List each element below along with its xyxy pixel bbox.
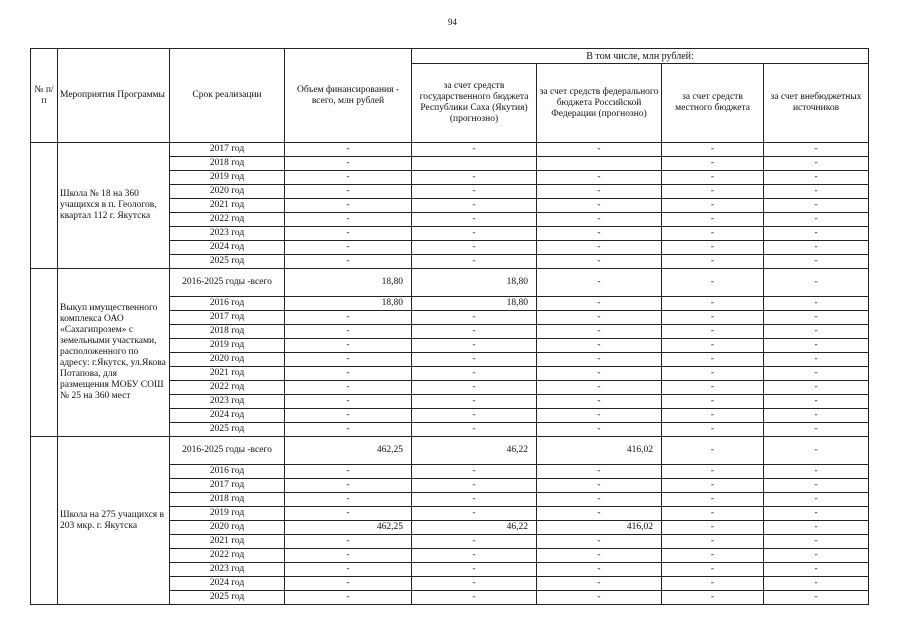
- table-row: [31, 269, 869, 297]
- value-fed: -: [537, 227, 662, 241]
- value-extra: -: [764, 591, 869, 605]
- value-total: 462,25: [285, 437, 412, 465]
- value-fed: -: [537, 311, 662, 325]
- value-rs: -: [412, 549, 537, 563]
- value-extra: -: [764, 549, 869, 563]
- value-total: -: [285, 171, 412, 185]
- value-extra: -: [764, 465, 869, 479]
- row-number-cell: [31, 143, 58, 269]
- value-fed: -: [537, 339, 662, 353]
- value-fed: -: [537, 563, 662, 577]
- value-local: -: [662, 297, 764, 311]
- value-local: -: [662, 213, 764, 227]
- value-fed: -: [537, 297, 662, 311]
- value-extra: -: [764, 255, 869, 269]
- value-fed: -: [537, 381, 662, 395]
- value-local: -: [662, 241, 764, 255]
- value-rs: -: [412, 563, 537, 577]
- value-local: -: [662, 325, 764, 339]
- value-rs: -: [412, 213, 537, 227]
- value-local: -: [662, 395, 764, 409]
- value-extra: -: [764, 213, 869, 227]
- value-total: -: [285, 535, 412, 549]
- row-number-cell: [31, 269, 58, 437]
- value-local: -: [662, 535, 764, 549]
- value-total: -: [285, 213, 412, 227]
- value-total: -: [285, 479, 412, 493]
- value-local: -: [662, 577, 764, 591]
- value-fed: -: [537, 325, 662, 339]
- value-extra: -: [764, 381, 869, 395]
- value-local: -: [662, 563, 764, 577]
- measure-name: Школа на 275 учащихся в 203 мкр. г. Якутска: [58, 437, 170, 605]
- value-local: -: [662, 255, 764, 269]
- value-total: -: [285, 423, 412, 437]
- value-local: -: [662, 339, 764, 353]
- header-total: Объем финансирования - всего, млн рублей: [285, 49, 412, 143]
- value-extra: -: [764, 577, 869, 591]
- value-fed: -: [537, 535, 662, 549]
- value-fed: -: [537, 241, 662, 255]
- period-cell: 2024 год: [170, 577, 285, 591]
- value-fed: -: [537, 199, 662, 213]
- value-total: -: [285, 563, 412, 577]
- value-total: -: [285, 185, 412, 199]
- value-fed: 416,02: [537, 437, 662, 465]
- period-cell: 2017 год: [170, 143, 285, 157]
- page-number: 94: [448, 17, 457, 27]
- value-total: -: [285, 395, 412, 409]
- value-total: -: [285, 255, 412, 269]
- value-extra: -: [764, 325, 869, 339]
- period-cell: 2024 год: [170, 241, 285, 255]
- value-fed: -: [537, 171, 662, 185]
- value-extra: -: [764, 535, 869, 549]
- value-extra: -: [764, 521, 869, 535]
- value-local: -: [662, 171, 764, 185]
- value-local: -: [662, 591, 764, 605]
- table-row: [31, 143, 869, 157]
- value-extra: -: [764, 185, 869, 199]
- value-local: -: [662, 381, 764, 395]
- value-rs: -: [412, 535, 537, 549]
- value-local: -: [662, 549, 764, 563]
- value-total: -: [285, 381, 412, 395]
- value-local: -: [662, 507, 764, 521]
- header-republic-budget: за счет средств государственного бюджета Республики Саха (Якутия) (прогнозно): [412, 64, 537, 143]
- value-local: -: [662, 227, 764, 241]
- value-total: 18,80: [285, 297, 412, 311]
- value-rs: -: [412, 339, 537, 353]
- value-local: -: [662, 269, 764, 297]
- value-rs: -: [412, 423, 537, 437]
- value-extra: -: [764, 143, 869, 157]
- value-extra: -: [764, 241, 869, 255]
- table-row: [31, 437, 869, 465]
- value-rs: -: [412, 171, 537, 185]
- value-fed: -: [537, 423, 662, 437]
- value-extra: -: [764, 479, 869, 493]
- value-fed: -: [537, 549, 662, 563]
- period-cell: 2022 год: [170, 381, 285, 395]
- header-num: № п/п: [31, 49, 58, 143]
- value-fed: -: [537, 409, 662, 423]
- value-extra: -: [764, 353, 869, 367]
- value-fed: -: [537, 507, 662, 521]
- value-fed: -: [537, 465, 662, 479]
- value-total: -: [285, 353, 412, 367]
- value-local: -: [662, 493, 764, 507]
- value-local: -: [662, 199, 764, 213]
- value-total: -: [285, 143, 412, 157]
- value-rs: 46,22: [412, 437, 537, 465]
- value-extra: -: [764, 297, 869, 311]
- value-rs: -: [412, 381, 537, 395]
- value-rs: -: [412, 227, 537, 241]
- value-extra: -: [764, 437, 869, 465]
- value-rs: [412, 157, 537, 171]
- measure-name: Выкуп имущественного комплекса ОАО «Сахагипрозем» с земельными участками, расположенного по адресу: г.Якутск, ул.Якова Потапова, для размещения МОБУ СОШ № 25 на 360 мест: [58, 269, 170, 437]
- period-cell: 2023 год: [170, 227, 285, 241]
- period-cell: 2024 год: [170, 409, 285, 423]
- period-cell: 2023 год: [170, 395, 285, 409]
- period-cell: 2016-2025 годы -всего: [170, 269, 285, 297]
- value-extra: -: [764, 563, 869, 577]
- value-total: -: [285, 227, 412, 241]
- value-rs: -: [412, 507, 537, 521]
- value-rs: -: [412, 409, 537, 423]
- period-cell: 2022 год: [170, 213, 285, 227]
- value-fed: 416,02: [537, 521, 662, 535]
- value-fed: -: [537, 269, 662, 297]
- value-rs: -: [412, 493, 537, 507]
- value-rs: 18,80: [412, 269, 537, 297]
- value-total: -: [285, 577, 412, 591]
- header-including: В том числе, млн рублей:: [412, 49, 869, 64]
- value-extra: -: [764, 507, 869, 521]
- value-rs: -: [412, 199, 537, 213]
- value-local: -: [662, 353, 764, 367]
- value-rs: -: [412, 577, 537, 591]
- value-total: -: [285, 325, 412, 339]
- value-fed: -: [537, 591, 662, 605]
- period-cell: 2020 год: [170, 185, 285, 199]
- value-total: 18,80: [285, 269, 412, 297]
- value-extra: -: [764, 269, 869, 297]
- period-cell: 2021 год: [170, 535, 285, 549]
- value-local: -: [662, 143, 764, 157]
- measure-name: Школа № 18 на 360 учащихся в п. Геологов, квартал 112 г. Якутска: [58, 143, 170, 269]
- value-extra: -: [764, 493, 869, 507]
- value-local: -: [662, 437, 764, 465]
- header-extra-budget: за счет внебюджетных источников: [764, 64, 869, 143]
- period-cell: 2017 год: [170, 311, 285, 325]
- period-cell: 2019 год: [170, 507, 285, 521]
- value-extra: -: [764, 311, 869, 325]
- value-local: -: [662, 423, 764, 437]
- period-cell: 2020 год: [170, 353, 285, 367]
- table-body: [31, 143, 869, 605]
- period-cell: 2025 год: [170, 255, 285, 269]
- value-total: -: [285, 409, 412, 423]
- period-cell: 2016 год: [170, 465, 285, 479]
- value-extra: -: [764, 409, 869, 423]
- period-cell: 2017 год: [170, 479, 285, 493]
- period-cell: 2021 год: [170, 367, 285, 381]
- value-total: -: [285, 157, 412, 171]
- value-total: -: [285, 591, 412, 605]
- financing-table: [30, 48, 869, 605]
- value-rs: -: [412, 353, 537, 367]
- value-total: -: [285, 199, 412, 213]
- value-fed: -: [537, 255, 662, 269]
- value-rs: -: [412, 185, 537, 199]
- value-fed: -: [537, 577, 662, 591]
- period-cell: 2019 год: [170, 339, 285, 353]
- value-rs: 46,22: [412, 521, 537, 535]
- period-cell: 2016-2025 годы -всего: [170, 437, 285, 465]
- value-extra: -: [764, 199, 869, 213]
- value-total: -: [285, 339, 412, 353]
- header-period: Срок реализации: [170, 49, 285, 143]
- value-fed: [537, 157, 662, 171]
- value-local: -: [662, 311, 764, 325]
- value-fed: -: [537, 353, 662, 367]
- value-total: -: [285, 549, 412, 563]
- value-rs: -: [412, 325, 537, 339]
- value-rs: -: [412, 143, 537, 157]
- value-fed: -: [537, 185, 662, 199]
- value-total: -: [285, 241, 412, 255]
- value-rs: -: [412, 255, 537, 269]
- value-extra: -: [764, 227, 869, 241]
- period-cell: 2023 год: [170, 563, 285, 577]
- period-cell: 2025 год: [170, 591, 285, 605]
- period-cell: 2025 год: [170, 423, 285, 437]
- period-cell: 2022 год: [170, 549, 285, 563]
- value-total: -: [285, 493, 412, 507]
- period-cell: 2018 год: [170, 325, 285, 339]
- value-total: -: [285, 465, 412, 479]
- value-rs: -: [412, 311, 537, 325]
- value-fed: -: [537, 479, 662, 493]
- value-fed: -: [537, 143, 662, 157]
- value-rs: -: [412, 367, 537, 381]
- period-cell: 2019 год: [170, 171, 285, 185]
- value-local: -: [662, 521, 764, 535]
- value-rs: -: [412, 465, 537, 479]
- period-cell: 2016 год: [170, 297, 285, 311]
- value-total: -: [285, 311, 412, 325]
- period-cell: 2018 год: [170, 493, 285, 507]
- value-fed: -: [537, 213, 662, 227]
- value-rs: -: [412, 395, 537, 409]
- value-local: -: [662, 479, 764, 493]
- value-rs: -: [412, 479, 537, 493]
- value-fed: -: [537, 367, 662, 381]
- header-federal-budget: за счет средств федерального бюджета Российской Федерации (прогнозно): [537, 64, 662, 143]
- value-fed: -: [537, 493, 662, 507]
- value-rs: -: [412, 591, 537, 605]
- value-extra: -: [764, 423, 869, 437]
- header-local-budget: за счет средств местного бюджета: [662, 64, 764, 143]
- value-extra: -: [764, 171, 869, 185]
- value-total: -: [285, 367, 412, 381]
- value-total: 462,25: [285, 521, 412, 535]
- value-extra: -: [764, 339, 869, 353]
- value-local: -: [662, 185, 764, 199]
- value-rs: 18,80: [412, 297, 537, 311]
- table-header: [31, 49, 869, 143]
- value-extra: -: [764, 157, 869, 171]
- period-cell: 2021 год: [170, 199, 285, 213]
- value-extra: -: [764, 395, 869, 409]
- value-local: -: [662, 465, 764, 479]
- value-extra: -: [764, 367, 869, 381]
- value-fed: -: [537, 395, 662, 409]
- value-rs: -: [412, 241, 537, 255]
- value-local: -: [662, 409, 764, 423]
- value-local: -: [662, 157, 764, 171]
- value-local: -: [662, 367, 764, 381]
- period-cell: 2018 год: [170, 157, 285, 171]
- row-number-cell: [31, 437, 58, 605]
- value-total: -: [285, 507, 412, 521]
- header-measures: Мероприятия Программы: [58, 49, 170, 143]
- period-cell: 2020 год: [170, 521, 285, 535]
